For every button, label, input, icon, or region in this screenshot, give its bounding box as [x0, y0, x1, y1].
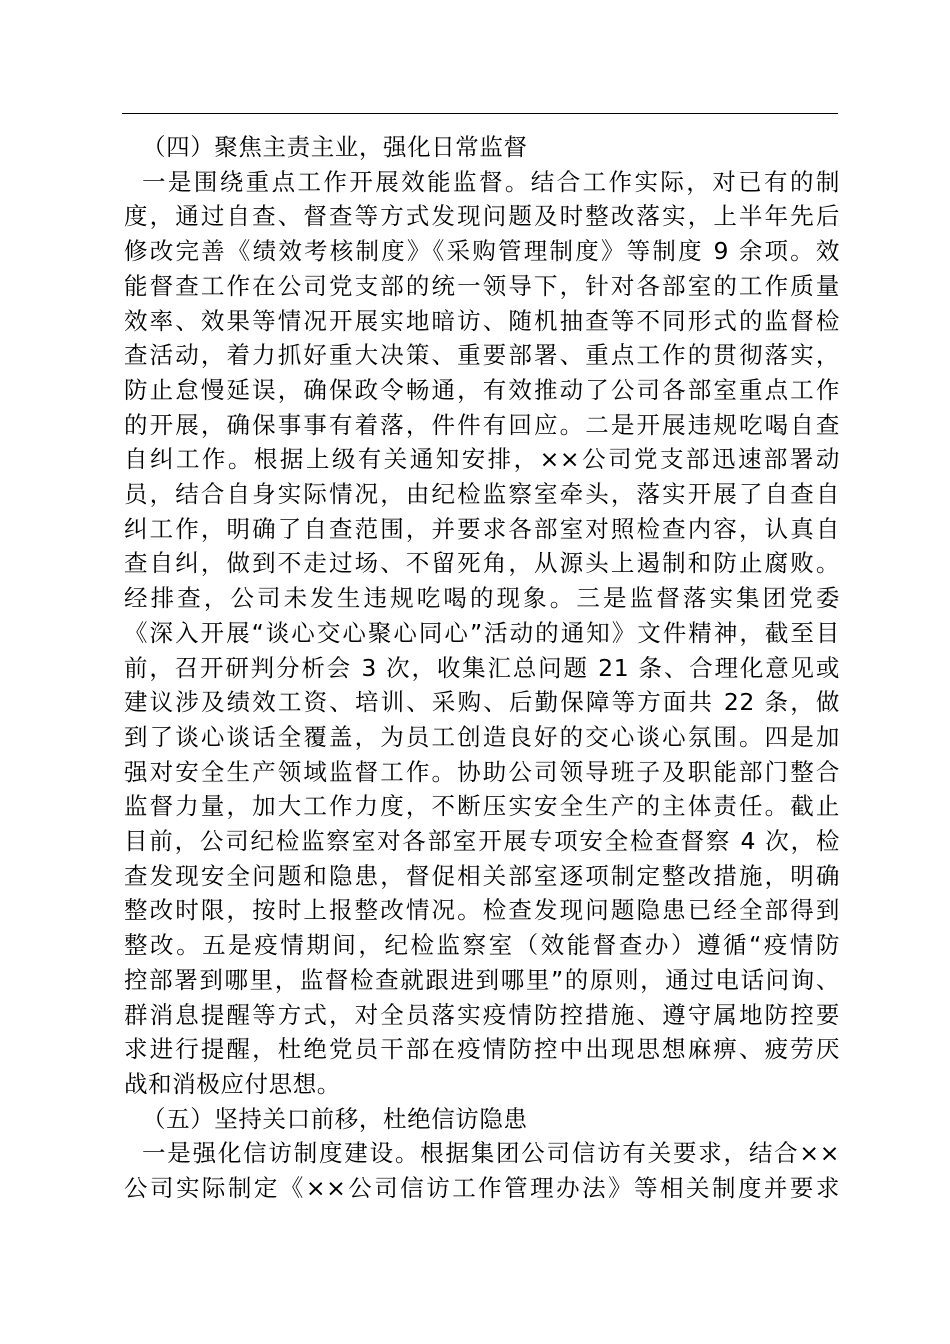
header-rule: [122, 113, 838, 114]
text-line: 效率、效果等情况开展实地暗访、随机抽查等不同形式的监督检: [124, 306, 840, 335]
text-line: 战和消极应付思想。: [124, 1069, 341, 1098]
section-5-paragraph: [124, 1136, 840, 1205]
text-line: 防止怠慢延误，确保政令畅通，有效推动了公司各部室重点工作: [124, 375, 840, 404]
text-line: 查自纠，做到不走过场、不留死角，从源头上遏制和防止腐败。: [124, 549, 840, 578]
section-5-heading: （五）坚持关口前移，杜绝信访隐患: [142, 1104, 528, 1133]
text-line: 前，召开研判分析会 3 次，收集汇总问题 21 条、合理化意见或: [124, 653, 840, 682]
text-line: 一是围绕重点工作开展效能监督。结合工作实际，对已有的制: [142, 167, 840, 196]
text-line: 自纠工作。根据上级有关通知安排，××公司党支部迅速部署动: [124, 445, 840, 474]
text-line: 能督查工作在公司党支部的统一领导下，针对各部室的工作质量: [124, 271, 840, 300]
text-line: 目前，公司纪检监察室对各部室开展专项安全检查督察 4 次，检: [124, 827, 840, 856]
section-4-heading: （四）聚焦主责主业，强化日常监督: [142, 133, 528, 161]
text-line: 查活动，着力抓好重大决策、重要部署、重点工作的贯彻落实，: [124, 341, 840, 370]
text-line: 强对安全生产领域监督工作。协助公司领导班子及职能部门整合: [124, 757, 840, 786]
text-line: 群消息提醒等方式，对全员落实疫情防控措施、遵守属地防控要: [124, 1000, 840, 1029]
text-line: 纠工作，明确了自查范围，并要求各部室对照检查内容，认真自: [124, 514, 840, 543]
text-line: 修改完善《绩效考核制度》《采购管理制度》等制度 9 余项。效: [124, 237, 840, 266]
text-line: 的开展，确保事事有着落，件件有回应。二是开展违规吃喝自查: [124, 410, 840, 439]
text-line: 经排查，公司未发生违规吃喝的现象。三是监督落实集团党委: [124, 584, 840, 613]
text-line: 查发现安全问题和隐患，督促相关部室逐项制定整改措施，明确: [124, 861, 840, 890]
text-line: 《深入开展“谈心交心聚心同心”活动的通知》文件精神，截至目: [124, 618, 840, 647]
text-line: 到了谈心谈话全覆盖，为员工创造良好的交心谈心氛围。四是加: [124, 722, 840, 751]
text-line: 监督力量，加大工作力度，不断压实安全生产的主体责任。截止: [124, 792, 840, 821]
section-4-paragraph: [124, 165, 840, 1102]
text-line: 度，通过自查、督查等方式发现问题及时整改落实，上半年先后: [124, 202, 840, 231]
text-line: 整改。五是疫情期间，纪检监察室（效能督查办）遵循“疫情防: [124, 931, 840, 960]
text-line: 一是强化信访制度建设。根据集团公司信访有关要求，结合××: [142, 1139, 840, 1168]
document-body: [124, 130, 840, 1206]
text-line: 建议涉及绩效工资、培训、采购、后勤保障等方面共 22 条，做: [124, 688, 840, 717]
text-line: 公司实际制定《××公司信访工作管理办法》等相关制度并要求: [124, 1174, 840, 1203]
text-line: 控部署到哪里，监督检查就跟进到哪里”的原则，通过电话问询、: [124, 965, 840, 994]
text-line: 整改时限，按时上报整改情况。检查发现问题隐患已经全部得到: [124, 896, 840, 925]
text-line: 员，结合自身实际情况，由纪检监察室牵头，落实开展了自查自: [124, 480, 840, 509]
text-line: 求进行提醒，杜绝党员干部在疫情防控中出现思想麻痹、疲劳厌: [124, 1035, 840, 1064]
